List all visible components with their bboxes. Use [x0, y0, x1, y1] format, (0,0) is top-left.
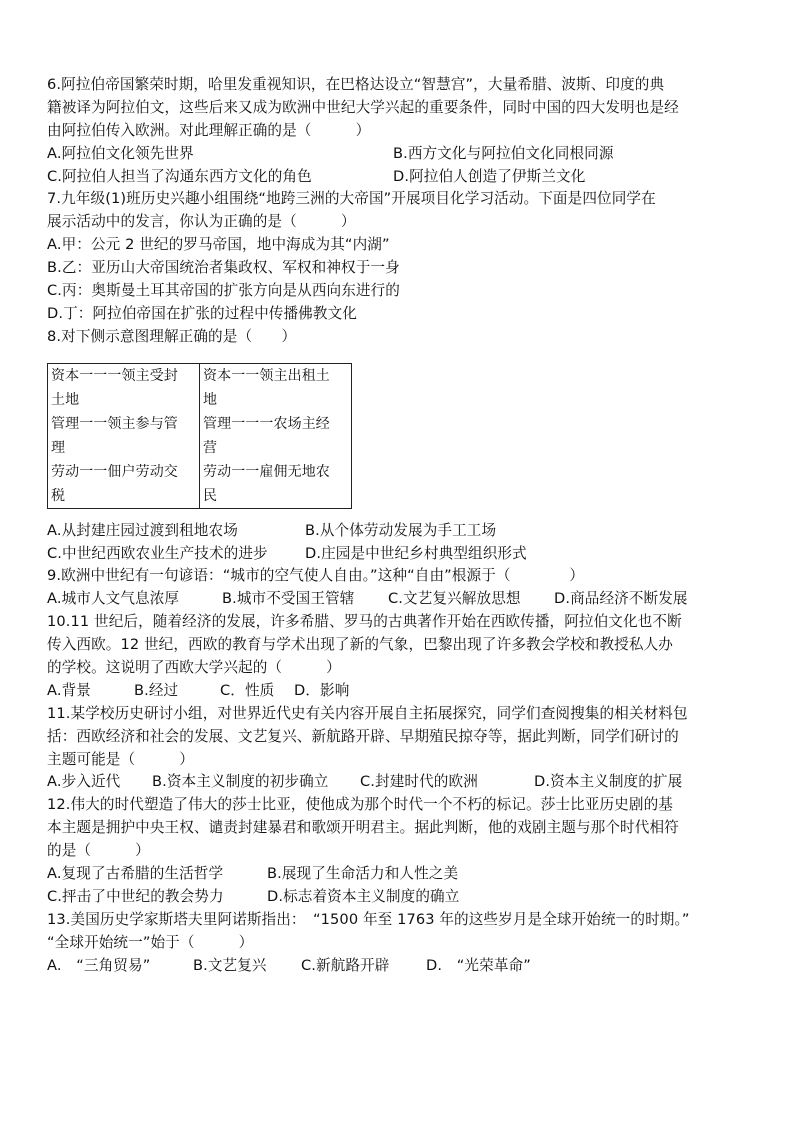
- table-cell-line: 营: [203, 439, 218, 456]
- option-a: A.阿拉伯文化领先世界: [47, 144, 194, 162]
- question-stem-line: 籍被译为阿拉伯文，这些后来又成为欧洲中世纪大学兴起的重要条件，同时中国的四大发明也是经: [47, 98, 679, 116]
- question-7: [47, 188, 757, 325]
- table-cell-line: 土地: [51, 391, 80, 408]
- question-stem-line: 11.某学校历史研讨小组，对世界近代史有关内容开展自主拓展探究，同学们查阅搜集的相关材料包: [47, 704, 688, 722]
- option-c: C.文艺复兴解放思想: [388, 590, 521, 608]
- option-d: D．影响: [294, 681, 350, 699]
- question-12: [47, 794, 757, 908]
- question-stem-line: “全球开始统一”始于（ ）: [47, 933, 254, 951]
- option-b: B.城市不受国王管辖: [222, 590, 355, 608]
- table-cell-line: 民: [203, 487, 218, 504]
- table-cell-left: [48, 363, 200, 508]
- question-stem-line: 由阿拉伯传入欧洲。对此理解正确的是（ ）: [47, 121, 371, 139]
- option-d: D.标志着资本主义制度的确立: [267, 887, 460, 905]
- question-stem-line: 的是（ ）: [47, 842, 150, 860]
- option-a: A.复现了古希腊的生活哲学: [47, 865, 224, 883]
- option-c: C.抨击了中世纪的教会势力: [47, 887, 224, 905]
- option-row: [47, 955, 757, 978]
- option-row: [47, 520, 757, 543]
- question-stem-line: 6.阿拉伯帝国繁荣时期，哈里发重视知识，在巴格达设立“智慧宫”，大量希腊、波斯、印度的典: [47, 76, 665, 93]
- table-cell-line: 管理一一一农场主经: [203, 415, 330, 432]
- option-a: A.从封建庄园过渡到租地农场: [47, 521, 238, 539]
- option-a: A.步入近代: [47, 773, 121, 791]
- question-stem-line: 主题可能是（ ）: [47, 750, 194, 768]
- table-cell-line: 管理一一领主参与管: [51, 415, 178, 432]
- question-stem-line: 括：西欧经济和社会的发展、文艺复兴、新航路开辟、早期殖民掠夺等，据此判断，同学们研讨的: [47, 727, 679, 745]
- option-row: [47, 680, 757, 703]
- option-a: A.甲：公元 2 世纪的罗马帝国，地中海成为其“内湖”: [47, 236, 390, 254]
- table-cell-line: 税: [51, 487, 66, 504]
- option-row: [47, 543, 757, 566]
- option-a: A.城市人文气息浓厚: [47, 590, 180, 608]
- option-row: [47, 166, 757, 189]
- option-c: C.封建时代的欧洲: [360, 773, 478, 791]
- table-cell-line: 地: [203, 391, 218, 408]
- question-11: [47, 703, 757, 795]
- table-cell-line: 劳动一一佃户劳动交: [51, 463, 178, 480]
- option-b: B.文艺复兴: [193, 956, 267, 974]
- table-cell-right: [200, 363, 352, 508]
- option-b: B.经过: [134, 681, 179, 699]
- question-stem: 8.对下侧示意图理解正确的是（ ）: [47, 327, 297, 345]
- option-row: [47, 143, 757, 166]
- question-stem-line: 本主题是拥护中央王权、谴责封建暴君和歌颂开明君主。据此判断，他的戏剧主题与那个时代相符: [47, 819, 679, 837]
- option-d: D.资本主义制度的扩展: [534, 773, 683, 791]
- option-d: D. “光荣革命”: [426, 956, 531, 974]
- comparison-diagram-table: [47, 363, 352, 509]
- option-d: D.商品经济不断发展: [554, 590, 688, 608]
- option-b: B.从个体劳动发展为手工工场: [305, 521, 497, 539]
- option-d: D.丁：阿拉伯帝国在扩张的过程中传播佛教文化: [47, 304, 357, 322]
- option-row: [47, 771, 757, 794]
- question-10: [47, 611, 757, 703]
- option-b: B.乙：亚历山大帝国统治者集政权、军权和神权于一身: [47, 259, 400, 277]
- table-cell-line: 资本一一一领主受封: [51, 367, 178, 384]
- option-d: D.阿拉伯人创造了伊斯兰文化: [393, 167, 586, 185]
- question-stem-line: 7.九年级(1)班历史兴趣小组围绕“地跨三洲的大帝国”开展项目化学习活动。下面是四位同学在: [47, 190, 656, 208]
- exam-page: [47, 74, 757, 978]
- question-8: [47, 326, 757, 566]
- question-stem-line: 12.伟大的时代塑造了伟大的莎士比亚，使他成为那个时代一个不朽的标记。莎士比亚历史剧的基: [47, 796, 673, 814]
- option-row: [47, 886, 757, 909]
- option-a: A. “三角贸易”: [47, 956, 151, 974]
- option-c: C.阿拉伯人担当了沟通东西方文化的角色: [47, 167, 312, 185]
- option-c: C.新航路开辟: [301, 956, 390, 974]
- question-6: [47, 74, 757, 188]
- question-stem: 9.欧洲中世纪有一句谚语：“城市的空气使人自由。”这种“自由”根源于（ ）: [47, 567, 585, 585]
- question-stem-line: 的学校。这说明了西欧大学兴起的（ ）: [47, 659, 341, 677]
- question-stem-line: 10.11 世纪后，随着经济的发展，许多希腊、罗马的古典著作开始在西欧传播，阿拉伯文化也不断: [47, 613, 682, 631]
- question-stem-line: 展示活动中的发言，你认为正确的是（ ）: [47, 213, 356, 231]
- option-c: C.中世纪西欧农业生产技术的进步: [47, 544, 268, 562]
- question-stem-line: 传入西欧。12 世纪，西欧的教育与学术出现了新的气象，巴黎出现了许多教会学校和教授私人办: [47, 636, 673, 654]
- option-d: D.庄园是中世纪乡村典型组织形式: [305, 544, 527, 562]
- option-b: B.西方文化与阿拉伯文化同根同源: [393, 144, 614, 162]
- question-9: [47, 565, 757, 611]
- option-c: C．性质: [220, 681, 275, 699]
- option-b: B.资本主义制度的初步确立: [152, 773, 329, 791]
- option-row: [47, 588, 757, 611]
- question-stem-line: 13.美国历史学家斯塔夫里阿诺斯指出： “1500 年至 1763 年的这些岁月是全球开始统一的时期。”: [47, 910, 690, 928]
- table-cell-line: 理: [51, 439, 66, 456]
- option-row: [47, 863, 757, 886]
- option-b: B.展现了生命活力和人性之美: [267, 865, 459, 883]
- question-13: [47, 909, 757, 978]
- table-cell-line: 劳动一一雇佣无地农: [203, 463, 330, 480]
- option-c: C.丙：奥斯曼土耳其帝国的扩张方向是从西向东进行的: [47, 282, 400, 300]
- option-a: A.背景: [47, 681, 91, 699]
- table-cell-line: 资本一一领主出租土: [203, 367, 330, 384]
